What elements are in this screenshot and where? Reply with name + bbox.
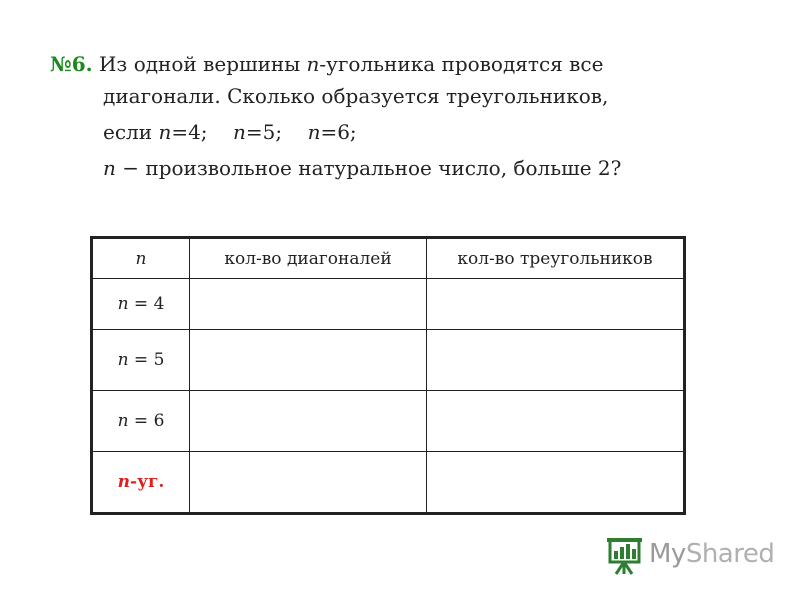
table-header-n: n: [92, 238, 190, 279]
triangles-cell[interactable]: [427, 391, 685, 452]
table-row: [92, 330, 685, 391]
variable-n: n: [117, 472, 131, 492]
answer-table: [90, 236, 686, 515]
case-value: =6;: [320, 120, 357, 144]
problem-number: №6.: [50, 52, 93, 76]
row-label: [92, 391, 190, 452]
table-header-row: [92, 238, 685, 279]
row-label-value: = 5: [128, 350, 165, 370]
variable-n: n: [117, 350, 129, 370]
problem-statement: [50, 48, 750, 184]
problem-text: если: [103, 120, 159, 144]
table-row: [92, 391, 685, 452]
table-header-triangles: кол-во треугольников: [427, 238, 685, 279]
triangles-cell[interactable]: [427, 452, 685, 514]
variable-n: n: [306, 52, 320, 76]
logo-text: [649, 539, 774, 569]
row-label-value: = 6: [128, 411, 165, 431]
case-value: =5;: [245, 120, 283, 144]
variable-n: n: [158, 120, 172, 144]
diagonals-cell[interactable]: [190, 452, 427, 514]
variable-n: n: [103, 156, 116, 180]
variable-n: n: [233, 120, 246, 144]
logo-shared: Shared: [685, 539, 775, 569]
problem-text: -угольника проводятся все: [319, 52, 604, 76]
diagonals-cell[interactable]: [190, 391, 427, 452]
presentation-board-icon: [605, 536, 643, 576]
row-label-value: = 4: [128, 294, 165, 314]
row-label: [92, 452, 190, 514]
diagonals-cell[interactable]: [190, 279, 427, 330]
logo-my: My: [649, 539, 686, 569]
problem-line-3: [50, 116, 750, 148]
variable-n: n: [117, 411, 129, 431]
row-label-value: -уг.: [130, 472, 165, 492]
problem-line-1: [50, 48, 750, 80]
case-value: =4;: [171, 120, 208, 144]
row-label: [92, 279, 190, 330]
myshared-logo: [605, 536, 775, 576]
variable-n: n: [117, 294, 129, 314]
table-header-diagonals: кол-во диагоналей: [190, 238, 427, 279]
problem-line-4: [50, 152, 750, 184]
triangles-cell[interactable]: [427, 279, 685, 330]
triangles-cell[interactable]: [427, 330, 685, 391]
table-row: [92, 452, 685, 514]
row-label: [92, 330, 190, 391]
problem-line-2: диагонали. Сколько образуется треугольников,: [103, 84, 609, 108]
variable-n: n: [307, 120, 321, 144]
problem-text: Из одной вершины: [92, 52, 307, 76]
problem-text: − произвольное натуральное число, больше 2?: [115, 156, 622, 180]
table-row: [92, 279, 685, 330]
diagonals-cell[interactable]: [190, 330, 427, 391]
